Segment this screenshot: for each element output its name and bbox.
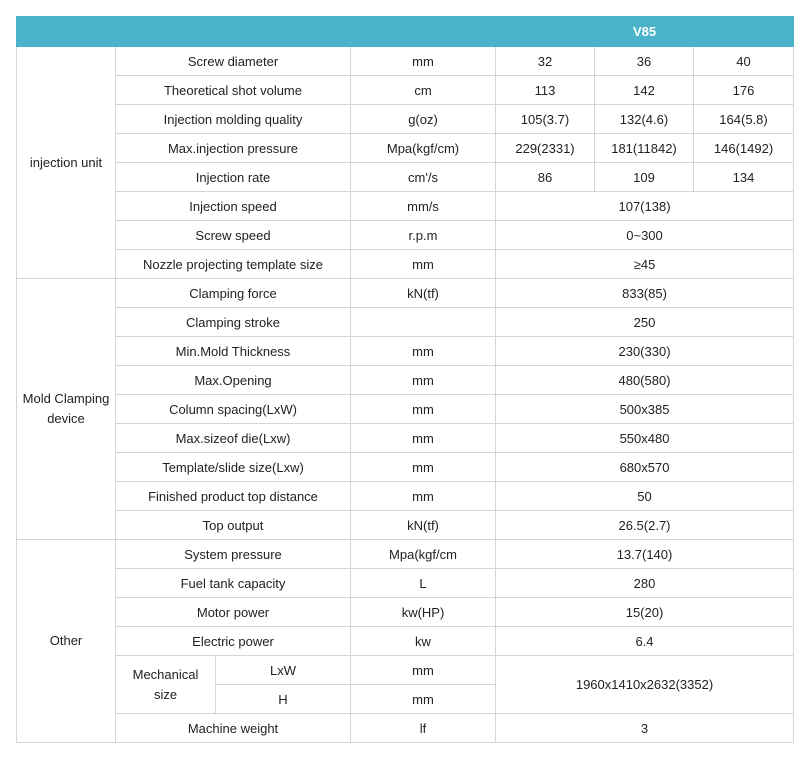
row-value-2: 109 (595, 163, 694, 192)
row-label: Fuel tank capacity (116, 569, 351, 598)
row-label: Column spacing(LxW) (116, 395, 351, 424)
row-unit: mm/s (351, 192, 496, 221)
row-value-3: 164(5.8) (694, 105, 794, 134)
row-value: 3 (496, 714, 794, 743)
row-value-1: 113 (496, 76, 595, 105)
group-injection-unit: injection unit (17, 47, 116, 279)
row-value: 1960x1410x2632(3352) (496, 656, 794, 714)
row-label: Max.injection pressure (116, 134, 351, 163)
table-row (17, 163, 794, 192)
row-value: 50 (496, 482, 794, 511)
table-row (17, 395, 794, 424)
row-label: Max.Opening (116, 366, 351, 395)
table-row (17, 627, 794, 656)
table-row (17, 250, 794, 279)
row-unit: cm (351, 76, 496, 105)
row-label: Clamping stroke (116, 308, 351, 337)
row-value: 107(138) (496, 192, 794, 221)
row-label: Injection molding quality (116, 105, 351, 134)
row-unit: mm (351, 656, 496, 685)
table-row (17, 47, 794, 76)
row-value: 15(20) (496, 598, 794, 627)
row-value: 500x385 (496, 395, 794, 424)
row-value-2: 132(4.6) (595, 105, 694, 134)
table-row (17, 192, 794, 221)
group-mold-clamping: Mold Clamping device (17, 279, 116, 540)
row-value-2: 181(11842) (595, 134, 694, 163)
table-row (17, 656, 794, 685)
table-row (17, 76, 794, 105)
row-unit: r.p.m (351, 221, 496, 250)
row-label: Nozzle projecting template size (116, 250, 351, 279)
row-value: 230(330) (496, 337, 794, 366)
row-unit: cm'/s (351, 163, 496, 192)
row-value-3: 146(1492) (694, 134, 794, 163)
row-label: Clamping force (116, 279, 351, 308)
group-other: Other (17, 540, 116, 743)
row-unit: mm (351, 453, 496, 482)
table-row (17, 308, 794, 337)
row-value-2: 36 (595, 47, 694, 76)
subgroup-mechanical-size: Mechanical size (116, 656, 216, 714)
table-row (17, 511, 794, 540)
row-label: Max.sizeof die(Lxw) (116, 424, 351, 453)
row-label: System pressure (116, 540, 351, 569)
row-label: Machine weight (116, 714, 351, 743)
row-value-3: 134 (694, 163, 794, 192)
row-label: Motor power (116, 598, 351, 627)
row-label: Screw diameter (116, 47, 351, 76)
table-row (17, 221, 794, 250)
row-unit: kw (351, 627, 496, 656)
row-value: 280 (496, 569, 794, 598)
table-row (17, 105, 794, 134)
row-unit: L (351, 569, 496, 598)
row-label: Template/slide size(Lxw) (116, 453, 351, 482)
row-value: 833(85) (496, 279, 794, 308)
row-unit: g(oz) (351, 105, 496, 134)
row-label: Electric power (116, 627, 351, 656)
row-unit: kw(HP) (351, 598, 496, 627)
row-unit: mm (351, 482, 496, 511)
row-value: 13.7(140) (496, 540, 794, 569)
row-value-2: 142 (595, 76, 694, 105)
table-row (17, 279, 794, 308)
header-model: V85 (496, 17, 794, 47)
table-row (17, 540, 794, 569)
table-row (17, 714, 794, 743)
row-label: Top output (116, 511, 351, 540)
table-row (17, 482, 794, 511)
table-row (17, 424, 794, 453)
row-label: Screw speed (116, 221, 351, 250)
spec-table (16, 16, 794, 743)
row-unit: kN(tf) (351, 279, 496, 308)
row-value-3: 40 (694, 47, 794, 76)
table-row (17, 598, 794, 627)
row-value: 0~300 (496, 221, 794, 250)
row-label: LxW (216, 656, 351, 685)
row-unit: mm (351, 395, 496, 424)
row-unit: lf (351, 714, 496, 743)
row-value: 26.5(2.7) (496, 511, 794, 540)
table-row (17, 366, 794, 395)
row-label: Theoretical shot volume (116, 76, 351, 105)
header-blank (17, 17, 496, 47)
row-unit: Mpa(kgf/cm (351, 540, 496, 569)
row-label: Finished product top distance (116, 482, 351, 511)
header-row (17, 17, 794, 47)
row-unit: mm (351, 337, 496, 366)
row-value: ≥45 (496, 250, 794, 279)
row-label: Min.Mold Thickness (116, 337, 351, 366)
row-value-1: 105(3.7) (496, 105, 595, 134)
row-value: 6.4 (496, 627, 794, 656)
row-unit: Mpa(kgf/cm) (351, 134, 496, 163)
row-unit: mm (351, 424, 496, 453)
table-row (17, 453, 794, 482)
spec-table-wrapper (16, 16, 794, 743)
row-value-1: 229(2331) (496, 134, 595, 163)
row-unit: mm (351, 47, 496, 76)
row-unit: mm (351, 250, 496, 279)
row-unit: mm (351, 366, 496, 395)
table-row (17, 569, 794, 598)
row-unit: mm (351, 685, 496, 714)
row-label: H (216, 685, 351, 714)
row-label: Injection speed (116, 192, 351, 221)
row-value: 550x480 (496, 424, 794, 453)
row-value-3: 176 (694, 76, 794, 105)
row-unit (351, 308, 496, 337)
row-value-1: 32 (496, 47, 595, 76)
table-row (17, 337, 794, 366)
table-row (17, 134, 794, 163)
row-value: 250 (496, 308, 794, 337)
row-unit: kN(tf) (351, 511, 496, 540)
row-value-1: 86 (496, 163, 595, 192)
row-label: Injection rate (116, 163, 351, 192)
row-value: 480(580) (496, 366, 794, 395)
row-value: 680x570 (496, 453, 794, 482)
